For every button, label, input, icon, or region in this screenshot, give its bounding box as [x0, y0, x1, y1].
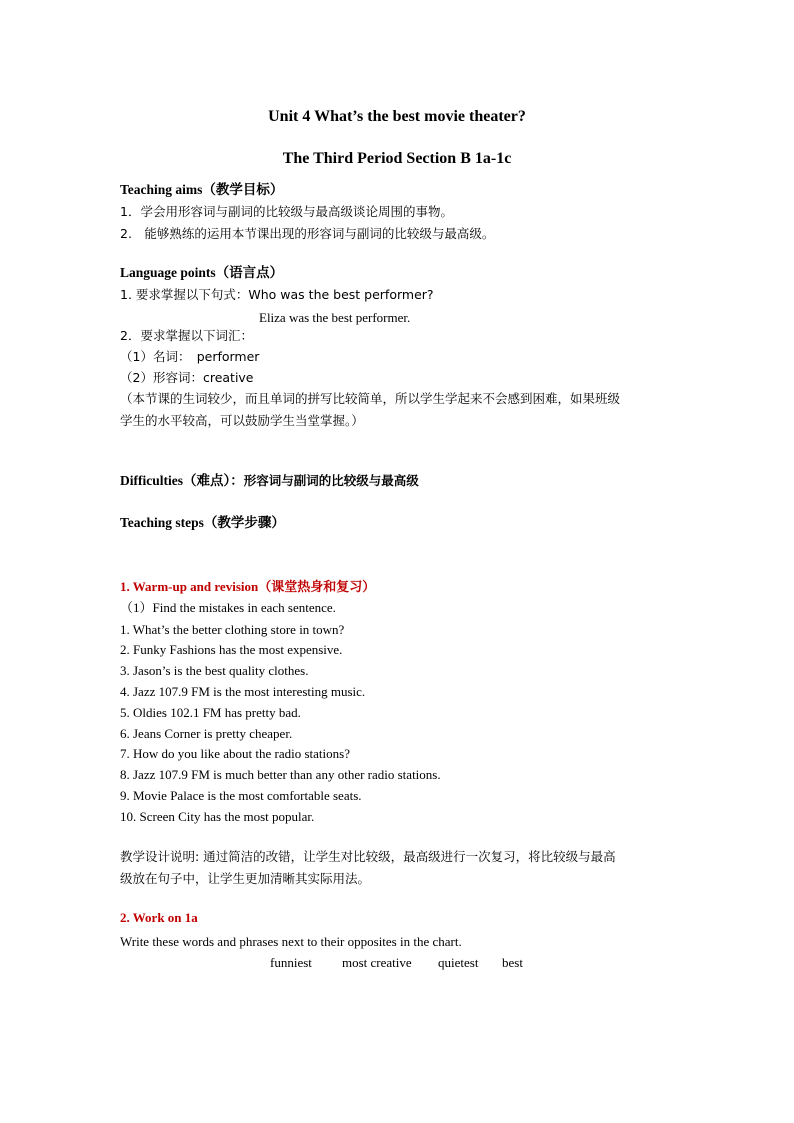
sentence-item: 3. Jason’s is the best quality clothes.: [120, 663, 309, 678]
language-line: （1）名词： performer: [120, 349, 260, 364]
difficulties-label: Difficulties（难点）：: [120, 473, 244, 488]
language-heading: Language points（语言点）: [120, 265, 284, 280]
steps-heading: Teaching steps（教学步骤）: [120, 515, 285, 530]
sentence-item: 2. Funky Fashions has the most expensive.: [120, 642, 343, 657]
word-item: quietest: [438, 955, 479, 970]
language-note: （本节课的生词较少，而且单词的拼写比较简单，所以学生学起来不会感到困难，如果班级: [120, 391, 621, 406]
sentence-item: 1. What’s the better clothing store in town?: [120, 622, 345, 637]
design-note: 教学设计说明: 通过简洁的改错，让学生对比较级，最高级进行一次复习，将比较级与最高: [120, 849, 616, 864]
sentence-item: 4. Jazz 107.9 FM is the most interesting music.: [120, 684, 366, 699]
language-line: 2．要求掌握以下词汇：: [120, 328, 253, 343]
aims-item: 1．学会用形容词与副词的比较级与最高级谈论周围的事物。: [120, 204, 453, 219]
warmup-sub: （1）Find the mistakes in each sentence.: [120, 600, 336, 615]
language-line: （2）形容词：creative: [120, 370, 254, 385]
difficulties-text: 形容词与副词的比较级与最高级: [243, 473, 419, 488]
work-1a-instruction: Write these words and phrases next to their opposites in the chart.: [120, 934, 462, 949]
work-1a-heading: 2. Work on 1a: [120, 910, 198, 925]
page-subtitle: The Third Period Section B 1a-1c: [282, 150, 512, 167]
language-line: Eliza was the best performer.: [259, 310, 411, 325]
word-item: best: [502, 955, 523, 970]
sentence-item: 6. Jeans Corner is pretty cheaper.: [120, 726, 293, 741]
sentence-item: 10. Screen City has the most popular.: [120, 809, 315, 824]
page-title: Unit 4 What’s the best movie theater?: [268, 108, 526, 125]
aims-heading: Teaching aims（教学目标）: [120, 182, 284, 197]
sentence-item: 5. Oldies 102.1 FM has pretty bad.: [120, 705, 301, 720]
design-note: 级放在句子中，让学生更加清晰其实际用法。: [120, 871, 371, 886]
warmup-heading: 1. Warm-up and revision（课堂热身和复习）: [120, 579, 376, 594]
difficulties-line: [120, 473, 419, 489]
word-item: funniest: [270, 955, 312, 970]
sentence-item: 7. How do you like about the radio stations?: [120, 746, 350, 761]
language-line: 1. 要求掌握以下句式：Who was the best performer?: [120, 287, 434, 302]
sentence-item: 9. Movie Palace is the most comfortable seats.: [120, 788, 362, 803]
aims-item: 2. 能够熟练的运用本节课出现的形容词与副词的比较级与最高级。: [120, 226, 495, 241]
word-item: most creative: [342, 955, 412, 970]
language-note: 学生的水平较高，可以鼓励学生当堂掌握。）: [120, 413, 364, 428]
sentence-item: 8. Jazz 107.9 FM is much better than any other radio stations.: [120, 767, 441, 782]
